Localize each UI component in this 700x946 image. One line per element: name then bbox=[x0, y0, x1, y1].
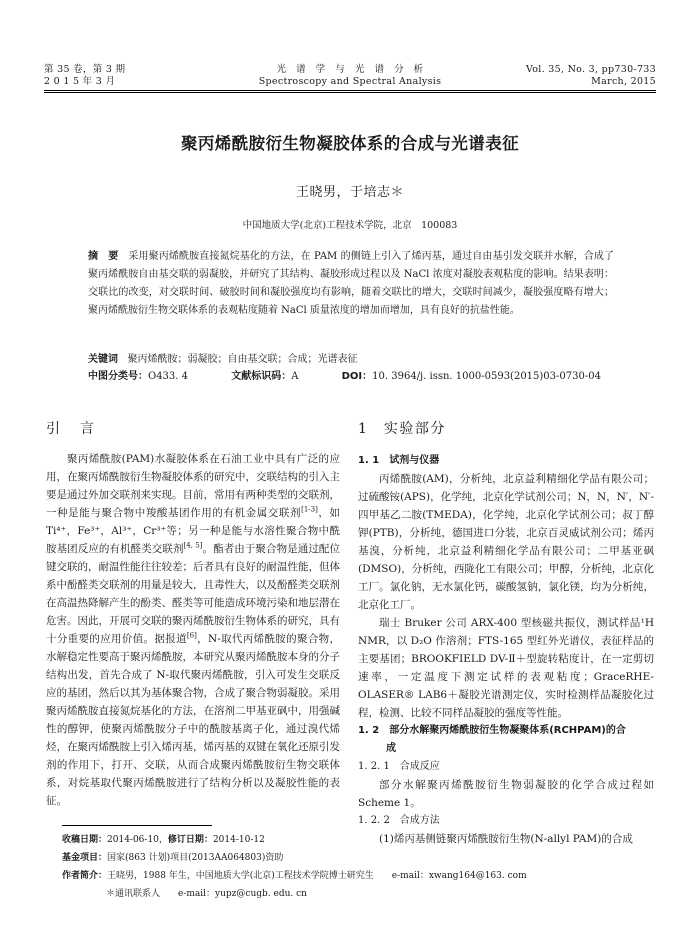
abstract bbox=[88, 248, 614, 320]
footnote-dates bbox=[62, 832, 662, 848]
received-label: 收稿日期： bbox=[62, 835, 108, 845]
section-1-1-title: 1. 1 试剂与仪器 bbox=[358, 455, 440, 466]
abstract-label: 摘 要 bbox=[88, 251, 119, 262]
abstract-text: 采用聚丙烯酰胺直接氮烷基化的方法，在 PAM 的侧链上引入了烯丙基，通过自由基引发交联并水解，合成了聚丙烯酰胺自由基交联的弱凝胶，并研究了其结构、凝胶形成过程以及 NaCl 浓度对凝胶表观粘度的影响。结果表明：交联比的改变，对交联时间、破胶时间和凝胶强度均有影响，随着交联比的增大，交联时间减少，凝胶强度略有增大；聚丙烯酰胺衍生物交联体系的表观粘度随着 NaCl 质量浓度的增加而增加，具有良好的抗盐性能。 bbox=[88, 251, 614, 316]
bio-label: 作者简介： bbox=[62, 871, 108, 881]
journal-pages: Vol. 35, No. 3, pp730-733 bbox=[525, 64, 656, 75]
paper-affiliation: 中国地质大学(北京)工程技术学院，北京 100083 bbox=[242, 220, 458, 231]
section-1-2-1-title: 1. 2. 1 合成反应 bbox=[358, 761, 440, 772]
classification bbox=[88, 369, 648, 384]
intro-heading: 引 言 bbox=[46, 421, 97, 437]
section-1-2-title bbox=[358, 722, 654, 758]
instruments-paragraph bbox=[358, 614, 654, 722]
bio-value: 王晓男，1988 年生，中国地质大学(北京)工程技术学院博士研究生 e-mail：xwang164@163. com bbox=[107, 871, 527, 881]
journal-name-en: Spectroscopy and Spectral Analysis bbox=[258, 76, 442, 87]
paper-title: 聚丙烯酰胺衍生物凝胶体系的合成与光谱表征 bbox=[181, 134, 519, 153]
section-1-2-2-title: 1. 2. 2 合成方法 bbox=[358, 815, 440, 826]
instruments-text-b: ¹H NMR，以 D₂O 作溶剂；FTS-165 型红外光谱仪，表征样品的主要基团；BROOKFIELD DV-Ⅱ＋型旋转粘度计，在一定剪切速率，一定温度下测定试样的表观粘度；GraceRHE-OLASER® LAB6＋凝胶光谱测定仪，实时检测样品凝胶化过程，检测、比较不同样品凝胶的强度等性能。 bbox=[358, 617, 654, 719]
doi-value: 10. 3964/j. issn. 1000-0593(2015)03-0730-04 bbox=[372, 371, 601, 382]
section-1-2-title-line2: 成 bbox=[386, 743, 396, 754]
reagents-paragraph: 丙烯酰胺(AM)，分析纯，北京益利精细化学品有限公司；过硫酸铵(APS)，化学纯，北京化学试剂公司；N，N，N′，N′-四甲基乙二胺(TMEDA)，化学纯，北京化学试剂公司；叔丁醇钾(PTB)，分析纯，德国进口分装，北京百灵威试剂公司；烯丙基溴，分析纯，北京益利精细化学品有限公司；二甲基亚砜(DMSO)，分析纯，西陇化工有限公司；甲醇，分析纯，北京化工厂。氯化钠，无水氯化钙，碳酸氢钠，氯化镁，均为分析纯，北京化工厂。 bbox=[358, 473, 654, 611]
intro-text-3: 。酯者由于聚合物是通过配位键交联的，耐温性能往往较差；后者具有良好的耐温性能，但体系中酚醛类交联剂的用量是较大，且毒性大，以及酚醛类交联剂在高温热降解产生的酚类、醛类等可能造成环境污染和地层潜在危害。因此，开展可交联的聚丙烯酰胺衍生物体系的研究，具有十分重要的应用价值。据报道 bbox=[46, 543, 340, 645]
header-rule bbox=[44, 90, 656, 91]
journal-name-cn: 光 谱 学 与 光 谱 分 析 bbox=[276, 64, 424, 75]
revised-value: 2014-10-12 bbox=[212, 835, 265, 845]
doc-code-value: A bbox=[291, 371, 299, 382]
journal-citation bbox=[526, 64, 656, 88]
journal-name bbox=[200, 64, 500, 88]
footnote-rule bbox=[62, 825, 212, 826]
intro-body bbox=[46, 450, 340, 810]
clc-label: 中图分类号： bbox=[88, 371, 148, 382]
synthesis-method-paragraph: (1)烯丙基侧链聚丙烯酰胺衍生物(N-allyl PAM)的合成 bbox=[379, 833, 633, 845]
doi-label: DOI： bbox=[341, 371, 373, 382]
keywords-text: 聚丙烯酰胺；弱凝胶；自由基交联；合成；光谱表征 bbox=[127, 354, 358, 365]
section-1-2-title-line1: 1. 2 部分水解聚丙烯酰胺衍生物凝聚体系(RCHPAM)的合 bbox=[358, 725, 626, 736]
doc-code-label: 文献标识码： bbox=[231, 371, 292, 382]
journal-date: 2 0 1 5 年 3 月 bbox=[44, 76, 116, 87]
intro-paragraph bbox=[46, 450, 340, 810]
citation-ref: [4, 5] bbox=[183, 541, 203, 550]
footnote-corresponding: ＊通讯联系人 e-mail：yupz@cugb. edu. cn bbox=[106, 889, 307, 899]
journal-volume-issue bbox=[44, 64, 125, 88]
journal-volume: 第 35 卷，第 3 期 bbox=[44, 64, 126, 75]
revised-label: 修订日期： bbox=[167, 835, 213, 845]
instruments-text-a: 瑞士 Bruker 公司 ARX-400 型核磁共振仪，测试样品 bbox=[379, 617, 641, 629]
footnote-author-bio bbox=[62, 868, 662, 884]
footnote-fund bbox=[62, 850, 662, 866]
keywords-label: 关键词 bbox=[88, 354, 118, 365]
intro-text-1: 聚丙烯酰胺(PAM)水凝胶体系在石油工业中具有广泛的应用，在聚丙烯酰胺衍生物凝胶体系的研究中，交联结构的引入主要是通过外加交联剂来实现。目前，常用有两种类型的交联剂，一种是能与聚合物中羧酸基团作用的有机金属交联剂 bbox=[46, 453, 340, 519]
experimental-heading: 1 实验部分 bbox=[358, 421, 446, 437]
keywords bbox=[88, 352, 648, 367]
experimental-body bbox=[358, 452, 654, 848]
paper-authors: 王晓男，于培志＊ bbox=[295, 185, 404, 200]
clc-value: O433. 4 bbox=[148, 371, 189, 382]
synthesis-reaction-paragraph: 部分水解聚丙烯酰胺衍生物弱凝胶的化学合成过程如 Scheme 1。 bbox=[358, 779, 654, 809]
citation-ref: [1-3] bbox=[301, 505, 318, 514]
citation-ref: [6] bbox=[186, 631, 197, 640]
intro-text-4: ，N-取代丙烯酰胺的聚合物，水解稳定性要高于聚丙烯酰胺，本研究从聚丙烯酰胺本身的分子结构出发，首先合成了 N-取代聚丙烯酰胺，引入可发生交联反应的基团，然后以其为基体聚合物，合成了聚合物弱凝胶。采用聚丙烯酰胺直接氮烷基化的方法，在溶剂二甲基亚砜中，用强碱性的醇钾，使聚丙烯酰胺分子中的酰胺基离子化，通过溴代烯烃，在聚丙烯酰胺上引入烯丙基，烯丙基的双键在氧化还原引发剂的作用下，打开、交联，从而合成聚丙烯酰胺衍生物交联体系，对烷基取代聚丙烯酰胺进行了结构分析以及凝胶性能的表征。 bbox=[46, 633, 340, 807]
journal-month: March, 2015 bbox=[591, 76, 656, 87]
received-value: 2014-06-10， bbox=[107, 835, 168, 845]
intro-text-2: ，如 Ti⁴⁺，Fe³⁺，Al³⁺，Cr³⁺等；另一种是能与水溶性聚合物中酰胺基团反应的有机醛类交联剂 bbox=[46, 507, 341, 555]
fund-label: 基金项目： bbox=[62, 853, 108, 863]
header-rule-2 bbox=[44, 92, 656, 93]
fund-value: 国家(863 计划)项目(2013AA064803)资助 bbox=[107, 853, 284, 863]
